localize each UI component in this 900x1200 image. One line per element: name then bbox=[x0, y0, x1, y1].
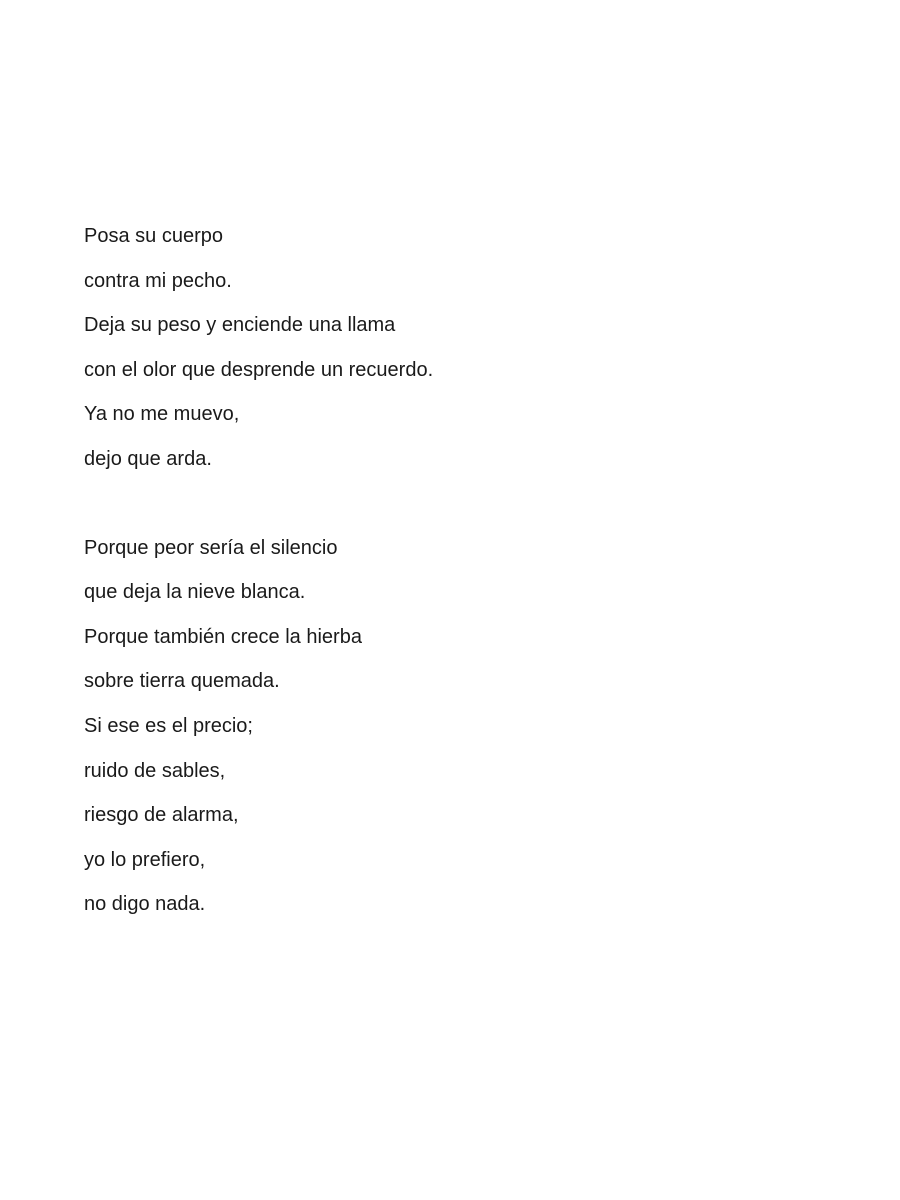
poem-line: que deja la nieve blanca. bbox=[84, 581, 306, 604]
stanza-1 bbox=[84, 214, 844, 482]
poem-line: contra mi pecho. bbox=[84, 269, 232, 292]
stanza-2 bbox=[84, 526, 844, 927]
poem-line: ruido de sables, bbox=[84, 759, 226, 782]
poem-line: dejo que arda. bbox=[84, 447, 212, 470]
poem-line: riesgo de alarma, bbox=[84, 804, 239, 827]
poem-line: Posa su cuerpo bbox=[84, 225, 223, 247]
poem-line: Porque peor sería el silencio bbox=[84, 536, 338, 559]
poem-line: Deja su peso y enciende una llama bbox=[84, 314, 396, 337]
poem-line: no digo nada. bbox=[84, 893, 206, 916]
poem-line: Si ese es el precio; bbox=[84, 714, 253, 737]
poem-line: sobre tierra quemada. bbox=[84, 670, 280, 693]
poem bbox=[84, 214, 844, 927]
poem-line: Porque también crece la hierba bbox=[84, 625, 362, 648]
poem-line: con el olor que desprende un recuerdo. bbox=[84, 358, 434, 381]
poem-line: yo lo prefiero, bbox=[84, 848, 206, 871]
poem-line: Ya no me muevo, bbox=[84, 403, 240, 426]
